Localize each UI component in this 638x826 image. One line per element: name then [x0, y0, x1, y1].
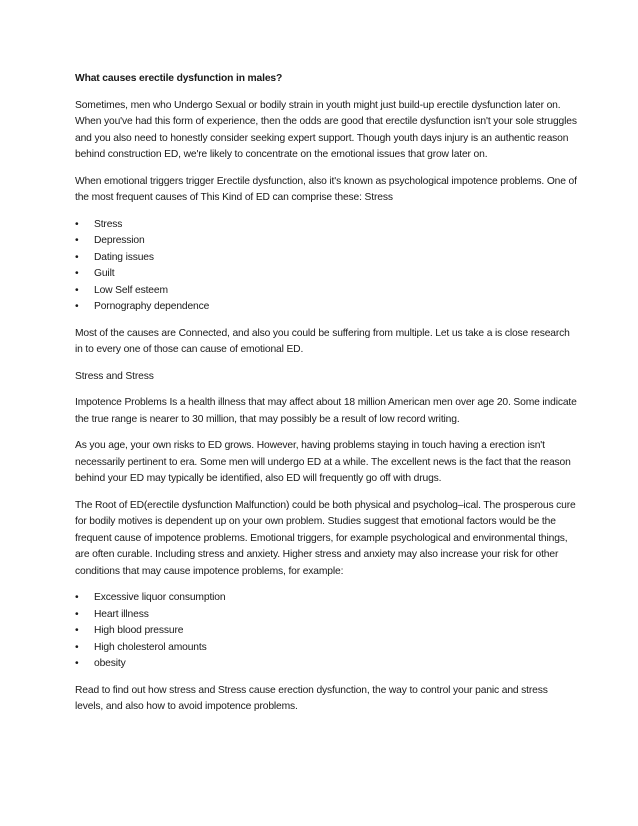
list-item: • Heart illness — [75, 607, 578, 624]
paragraph-root-of-ed: The Root of ED(erectile dysfunction Malfunction) could be both physical and psycholog–ical. The prosperous cure for bodily motives is dependent up on your own problem. Studies suggest that emotional factors would be the frequent cause of impotence problems. Emotional triggers, for example psychological and environmental things, are often curable. Including stress and anxiety. Higher stress and anxiety may also increase your risk for other conditions that may cause impotence problems, for example: — [75, 499, 576, 577]
list-item: • High blood pressure — [75, 623, 578, 640]
section-heading-stress: Stress and Stress — [75, 370, 154, 382]
paragraph-age-risk: As you age, your own risks to ED grows. However, having problems staying in touch having a erection isn't necessarily pertinent to era. Some men will undergo ED at a while. The excellent news is the fact that the reason behind your ED may typically be identified, also ED will frequently go off with drugs. — [75, 440, 571, 484]
list-item: • Dating issues — [75, 250, 578, 267]
paragraph-statistics: Impotence Problems Is a health illness that may affect about 18 million American men over age 20. Some indicate the true range is nearer to 30 million, that may possibly be a result of low record writing. — [75, 397, 577, 425]
list-item: • Low Self esteem — [75, 283, 578, 300]
list-item: • Depression — [75, 233, 578, 250]
paragraph-closing: Read to find out how stress and Stress cause erection dysfunction, the way to control your panic and stress levels, and also how to avoid impotence problems. — [75, 684, 548, 712]
list-item: • Excessive liquor consumption — [75, 590, 578, 607]
list-item: • Pornography dependence — [75, 299, 578, 316]
list-item: • Guilt — [75, 266, 578, 283]
list-item: • obesity — [75, 656, 578, 673]
causes-list — [75, 217, 578, 316]
list-item: • High cholesterol amounts — [75, 640, 578, 657]
conditions-list — [75, 590, 578, 673]
paragraph-connected-causes: Most of the causes are Connected, and also you could be suffering from multiple. Let us take a is close research in to every one of those can cause of emotional ED. — [75, 327, 570, 355]
paragraph-intro: Sometimes, men who Undergo Sexual or bodily strain in youth might just build-up erectile dysfunction later on. When you've had this form of experience, then the odds are good that erectile dysfunction isn't your sole struggles and you also need to honestly consider seeking expert support. Though youth days injury is an authentic reason behind construction ED, we're likely to concentrate on the emotional issues that grow later on. — [75, 99, 577, 160]
paragraph-psychological-impotence: When emotional triggers trigger Erectile dysfunction, also it's known as psychological impotence problems. One of the most frequent causes of This Kind of ED can comprise these: Stress — [75, 175, 577, 203]
document-title: What causes erectile dysfunction in males? — [75, 73, 283, 84]
list-item: • Stress — [75, 217, 578, 234]
